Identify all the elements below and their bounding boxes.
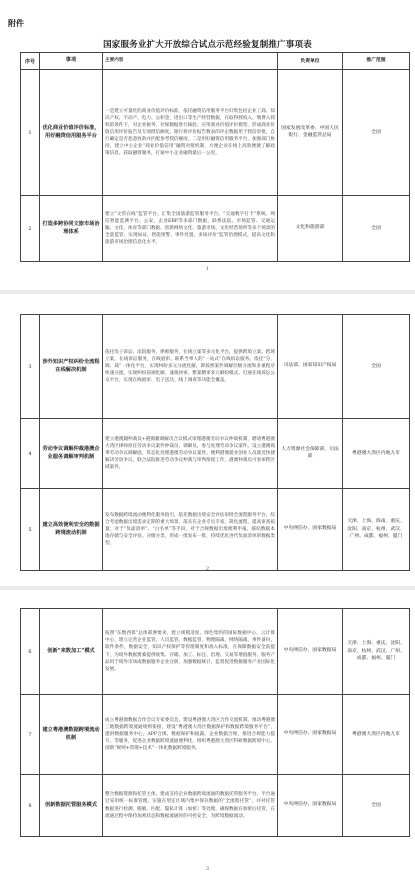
page-3 <box>0 590 415 880</box>
row-scope: 全国 <box>343 70 410 196</box>
page-1 <box>0 0 415 290</box>
row-no: 2 <box>21 196 40 262</box>
row-unit: 中央网信办、国家数据局 <box>278 775 343 837</box>
row-scope: 全国 <box>343 775 410 837</box>
row-content: 按照“东数西算”总体部署要求，建立规模适度、绿色集约的国际数据中心、云计算中心，建立完善企业监管，人员监管、数据监管、物理隔离、网络隔离、事件备份、软件条件，数据安全，知识产权保护等管理制度和准入标准，在保障数据安全前提下，为境外数据要素提供收集、存储、加工、标注、治理、交易等增值服务，服务产品用于境外市场或数据服务企业注册，加强数据统计、监督促进数据服务产业国际化发展。 <box>103 609 278 695</box>
row-content: 发布数据跨境流动便利化服务指引，依托数据出境安全评估审批全流程服务平台，综合考虑数据出境需求定期的重大场景，落实在企业专员专家，简化流程，提高审查质量；对于“负面清单”、“白名单”等手段，对于合规数据出境便利申报，联结数据本地存储与安全评估。分级分类，形成一批发布一批，持续优化进代负面清单的数据类型。 <box>103 489 278 571</box>
row-no: 6 <box>21 609 40 695</box>
header-item: 事项 <box>40 53 103 70</box>
table-row <box>21 489 410 571</box>
table-row <box>21 609 410 695</box>
row-content: 建立港澳籍仲裁员+港澳籍调解员合议模式审理港澳劳动争议仲裁机制，聘请粤港澳大湾区律师担任劳动争议案件仲裁员、调解员，参与处理劳动争议案件。设立港澳商事劳动争议调解庭，常态化处理港澳劳动争议案件。便利港澳就业创业人员就近快捷解决劳动争议，联合法院推进劳动争议仲裁与审判衔接工作，港澳仲裁员可参审跨区域案件。 <box>103 419 278 489</box>
table-header-row <box>21 53 410 70</box>
row-scope: 粤港澳大湾区内地九市 <box>343 419 410 489</box>
row-content: 一是建立可量化的商业价值评价标准，依托融资信用服务平台归集包括企业工商、知识产权、不动产、电力、公积金、进出口等生产经营数据，在取得授权入、缴费入授权的条件下，对企业税务、社保数据进行核验。应用商业价值评价模型，形成商业价值信用评价报告及专项授信额度。银行将评价报告数表的评企数据用于授信审批，自行确定是否恶意放款并匹配参考授信额度。二是用好融资信用服务平台，加强部门协同，建立中小企业“商业价值信用”融资对接机制，方便企业在线上高效便捷了解政策信息，获取融资服务，打通中小企业融资最后一公里。 <box>103 70 278 196</box>
items-table-page-3 <box>20 608 410 837</box>
row-item: 建立粤港澳数据跨境流动机制 <box>40 695 103 775</box>
row-unit: 中央网信办、国家数据局 <box>278 695 343 775</box>
row-unit: 中央网信办、国家数据局 <box>278 609 343 695</box>
row-no: 8 <box>21 775 40 837</box>
row-content: 整合数据资源和托管主体，建成支持企业数据跨境流通的数据托管服务平台。平台通过采用统一标准管理，实施在划定区域内集中保存数据的“全流程托管”，并对托管数据进行检测、脱敏、匹配、隐私计算（加密）等处理，确保数据在加密后托管，在流通过程中保持加密状态和数据流通时的可控安全，为跨境数据流动。 <box>103 775 278 837</box>
table-row <box>21 775 410 837</box>
items-table-page-1 <box>20 52 410 262</box>
row-no: 3 <box>21 315 40 419</box>
row-unit: 国家发展改革委、中国人民银行、金融监管总局 <box>278 70 343 196</box>
row-item: 创新“来数加工”模式 <box>40 609 103 695</box>
row-item: 打造多跨协同文旅市场治理体系 <box>40 196 103 262</box>
table-row <box>21 419 410 489</box>
page-separator <box>0 290 415 294</box>
header-scope: 推广范围 <box>343 53 410 70</box>
row-no: 5 <box>21 489 40 571</box>
table-row <box>21 315 410 419</box>
header-content: 主要内容 <box>103 53 278 70</box>
row-unit: 文化和旅游部 <box>278 196 343 262</box>
table-row <box>21 695 410 775</box>
attachment-label: 附件 <box>8 18 24 28</box>
table-row <box>21 70 410 196</box>
header-unit: 负责单位 <box>278 53 343 70</box>
row-item: 创新数据托管服务模式 <box>40 775 103 837</box>
table-row <box>21 196 410 262</box>
row-unit: 人力资源社会保障部、司法部 <box>278 419 343 489</box>
row-scope: 天津、上海、重庆、沈阳、南京、杭州、武汉、广州、成都、福州、厦门 <box>343 609 410 695</box>
row-content: 依托电子诉讼、法院服务、律师服务，在线立案等多元化平台，提供跨境立案、跨域立案，在线诉讼服务，在线庭审。联系当事人的“一站式”在线诉讼服务。依托“分、调、裁”一体化平台，实现纠纷多元分流化解，即按照案件调解层级分流和多重程序快速分流，实现纠纷前端化解，速裁快审，繁案精审多元解纷模式。打通在线诉讼公众平台，实现在线庭审、电子送达、线上调查等功能全覆盖。 <box>103 315 278 419</box>
row-unit: 中央网信办、国家数据局 <box>278 489 343 571</box>
page-2 <box>0 296 415 586</box>
row-item: 涉外知识产权纠纷全流程在线解决机制 <box>40 315 103 419</box>
page-number: 3 <box>205 866 210 872</box>
row-scope: 全国 <box>343 315 410 419</box>
row-content: 成立粤港澳数据合作会议专家委员会，建设粤港澳大湾区合作交流机制，推动粤港澳三地数据跨境流通规则衔接，建设“粤港澳大湾区数据保护和数据跨境服务平台”，提供数据服务中心，APP合规、数据保护和披露、企业数据合规，推进合规能力提升，等服务，促进企业数据跨境流通便利化，组织粤港澳大湾区科研数据跨境中心，创新“规则+管理+技术”一体化数据跨境服务。 <box>103 695 278 775</box>
row-no: 7 <box>21 695 40 775</box>
row-item: 建立高效便利安全的数据跨境流动机制 <box>40 489 103 571</box>
document-title: 国家服务业扩大开放综合试点示范经验复制推广事项表 <box>103 40 312 50</box>
page-number: 2 <box>205 566 210 572</box>
row-item: 劳动争议调解仲裁港澳企业服务调解审判机制 <box>40 419 103 489</box>
row-content: 建立“文管在线”监管平台，汇集全国旅游监管服务平台、“交通数字打卡”系统、网信智能监测平台、公安、企业ERP等多部门数据，联系法院、市场监管、交通运输、文化、体育等部门数据，创新网络文化、旅游市场、文化经营场所等多个场景的全量监管，实现如证、智能预警、事件处置、多场评价“监管治理模式，提高文化和旅游市场治理信息化水平。 <box>103 196 278 262</box>
header-no: 序号 <box>21 53 40 70</box>
items-table-page-2 <box>20 314 410 571</box>
row-item: 优化商业价值评价标准，用好融资信用服务平台 <box>40 70 103 196</box>
row-scope: 天津、上海、海南、重庆、沈阳、南京、杭州、武汉、广州、成都、福州、厦门 <box>343 489 410 571</box>
row-no: 1 <box>21 70 40 196</box>
row-no: 4 <box>21 419 40 489</box>
row-scope: 粤港澳大湾区内地九市 <box>343 695 410 775</box>
page-number: 1 <box>205 266 210 272</box>
row-unit: 司法部、国家知识产权局 <box>278 315 343 419</box>
row-scope: 全国 <box>343 196 410 262</box>
